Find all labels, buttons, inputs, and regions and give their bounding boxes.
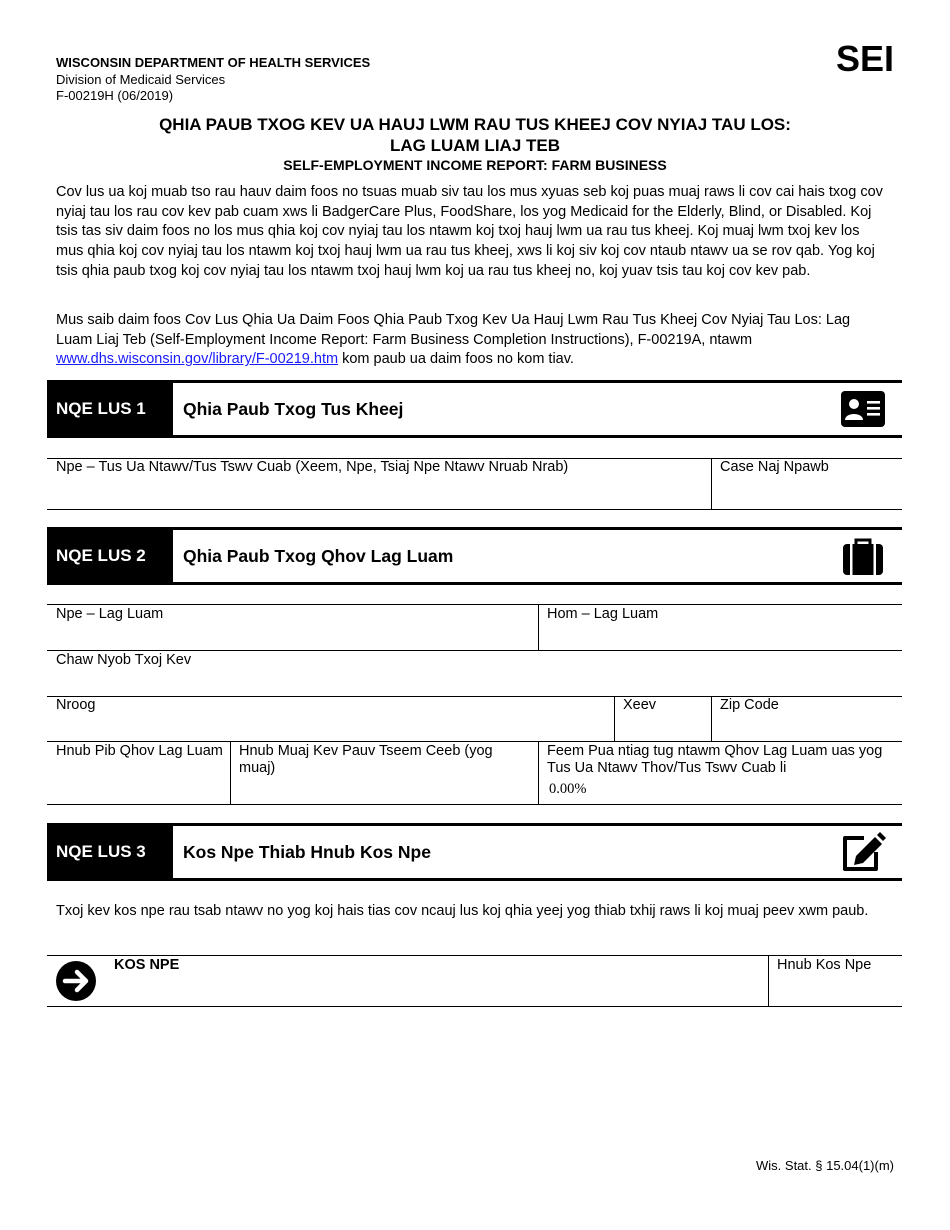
intro-paragraph-2-text: Mus saib daim foos Cov Lus Qhia Ua Daim Foos Qhia Paub Txog Kev Ua Hauj Lwm Rau Tus Kheej Cov Nyiaj Tau Los: Lag Luam Liaj Teb (Self-Employment Income Report: Farm Business Completion Instructions), F-00219A, ntawm <box>56 312 851 348</box>
edit-icon <box>840 832 886 872</box>
state-label: Xeev <box>623 697 657 713</box>
business-name-label: Npe – Lag Luam <box>56 606 164 622</box>
case-number-field[interactable] <box>713 477 901 507</box>
signature-label: KOS NPE <box>114 957 180 973</box>
street-address-label: Chaw Nyob Txoj Kev <box>56 652 192 668</box>
signature-date-field[interactable] <box>770 975 901 1004</box>
intro-paragraph-1: Cov lus ua koj muab tso rau hauv daim foos no tsuas muab siv tau los mus xyuas seb koj puas muaj raws li cov cai hais txog cov nyiaj tau los rau cov kev pab cuam xws li BadgerCare Plus, FoodShare, los yog Medicaid for the Elderly, Blind, or Disabled. Koj tsis tas siv daim foos no los mus qhia koj cov nyiaj tau los ntawm koj txoj hauj lwm ua rau tus kheej. Koj muaj lwm txoj kev los mus qhia koj cov nyiaj tau los ntawm koj txoj hauj lwm ua rau tus kheej, xws li koj siv koj cov ntaub ntawv ua se rov qab. Yog koj tsis qhia paub txog koj cov nyiaj tau los ntawm txoj hauj lwm koj ua rau tus kheej no, koj yuav tsis tau koj cov kev pab. <box>56 184 883 279</box>
start-date-field[interactable] <box>48 778 228 802</box>
section-2-title: Qhia Paub Txog Qhov Lag Luam <box>183 546 454 566</box>
id-card-icon <box>840 389 886 429</box>
street-address-field[interactable] <box>48 668 900 694</box>
business-phone-label: Hom – Lag Luam <box>547 606 659 622</box>
zip-code-label: Zip Code <box>720 697 779 713</box>
section-3-header <box>47 823 902 881</box>
section-1-header <box>47 380 902 438</box>
division-name: Division of Medicaid Services <box>56 72 226 87</box>
ownership-percent-label: Feem Pua ntiag tug ntawm Qhov Lag Luam uas yog Tus Ua Ntawv Thov/Tus Tswv Cuab li <box>547 743 883 776</box>
business-name-field[interactable] <box>48 622 536 648</box>
applicant-name-label: Npe – Tus Ua Ntawv/Tus Tswv Cuab (Xeem, Npe, Tsiaj Npe Ntawv Nruab Nrab) <box>56 459 569 475</box>
instructions-link[interactable]: www.dhs.wisconsin.gov/library/F-00219.htm <box>56 351 339 368</box>
business-phone-field[interactable] <box>540 622 900 648</box>
form-title-english: SELF-EMPLOYMENT INCOME REPORT: FARM BUSINESS <box>283 157 667 173</box>
start-date-label: Hnub Pib Qhov Lag Luam <box>56 743 223 759</box>
form-number: F-00219H (06/2019) <box>56 88 174 103</box>
change-date-label: Hnub Muaj Kev Pauv Tseem Ceeb (yog muaj) <box>239 743 493 776</box>
signature-field[interactable] <box>110 975 765 1004</box>
agency-name: WISCONSIN DEPARTMENT OF HEALTH SERVICES <box>56 55 371 70</box>
statute-reference: Wis. Stat. § 15.04(1)(m) <box>756 1158 894 1173</box>
arrow-right-circle-icon <box>55 960 97 1002</box>
state-field[interactable] <box>616 714 709 739</box>
signature-statement: Txoj kev kos npe rau tsab ntawv no yog koj hais tias cov ncauj lus koj qhia yeej yog thiab txhij raws li koj muaj peev xwm paub. <box>56 903 869 919</box>
ownership-percent-field[interactable]: 0.00% <box>549 781 587 797</box>
form-code: SEI <box>835 38 894 79</box>
applicant-name-field[interactable] <box>48 477 708 507</box>
city-field[interactable] <box>48 714 612 739</box>
section-2-header <box>47 527 902 585</box>
zip-code-field[interactable] <box>713 714 901 739</box>
section-3-number: NQE LUS 3 <box>47 823 173 881</box>
intro-paragraph-2-end: kom paub ua daim foos no kom tiav. <box>338 351 574 368</box>
intro-paragraph-2 <box>56 311 886 370</box>
section-1-title: Qhia Paub Txog Tus Kheej <box>183 399 404 419</box>
change-date-field[interactable] <box>232 778 536 802</box>
case-number-label: Case Naj Npawb <box>720 459 829 475</box>
section-2-number: NQE LUS 2 <box>47 527 173 585</box>
section-1-number: NQE LUS 1 <box>47 380 173 438</box>
briefcase-icon <box>840 536 886 576</box>
section-3-title: Kos Npe Thiab Hnub Kos Npe <box>183 842 431 862</box>
form-title-line2: LAG LUAM LIAJ TEB <box>390 136 560 155</box>
signature-date-label: Hnub Kos Npe <box>777 957 872 973</box>
city-label: Nroog <box>56 697 96 713</box>
form-title-line1: QHIA PAUB TXOG KEV UA HAUJ LWM RAU TUS KHEEJ COV NYIAJ TAU LOS: <box>159 115 791 134</box>
